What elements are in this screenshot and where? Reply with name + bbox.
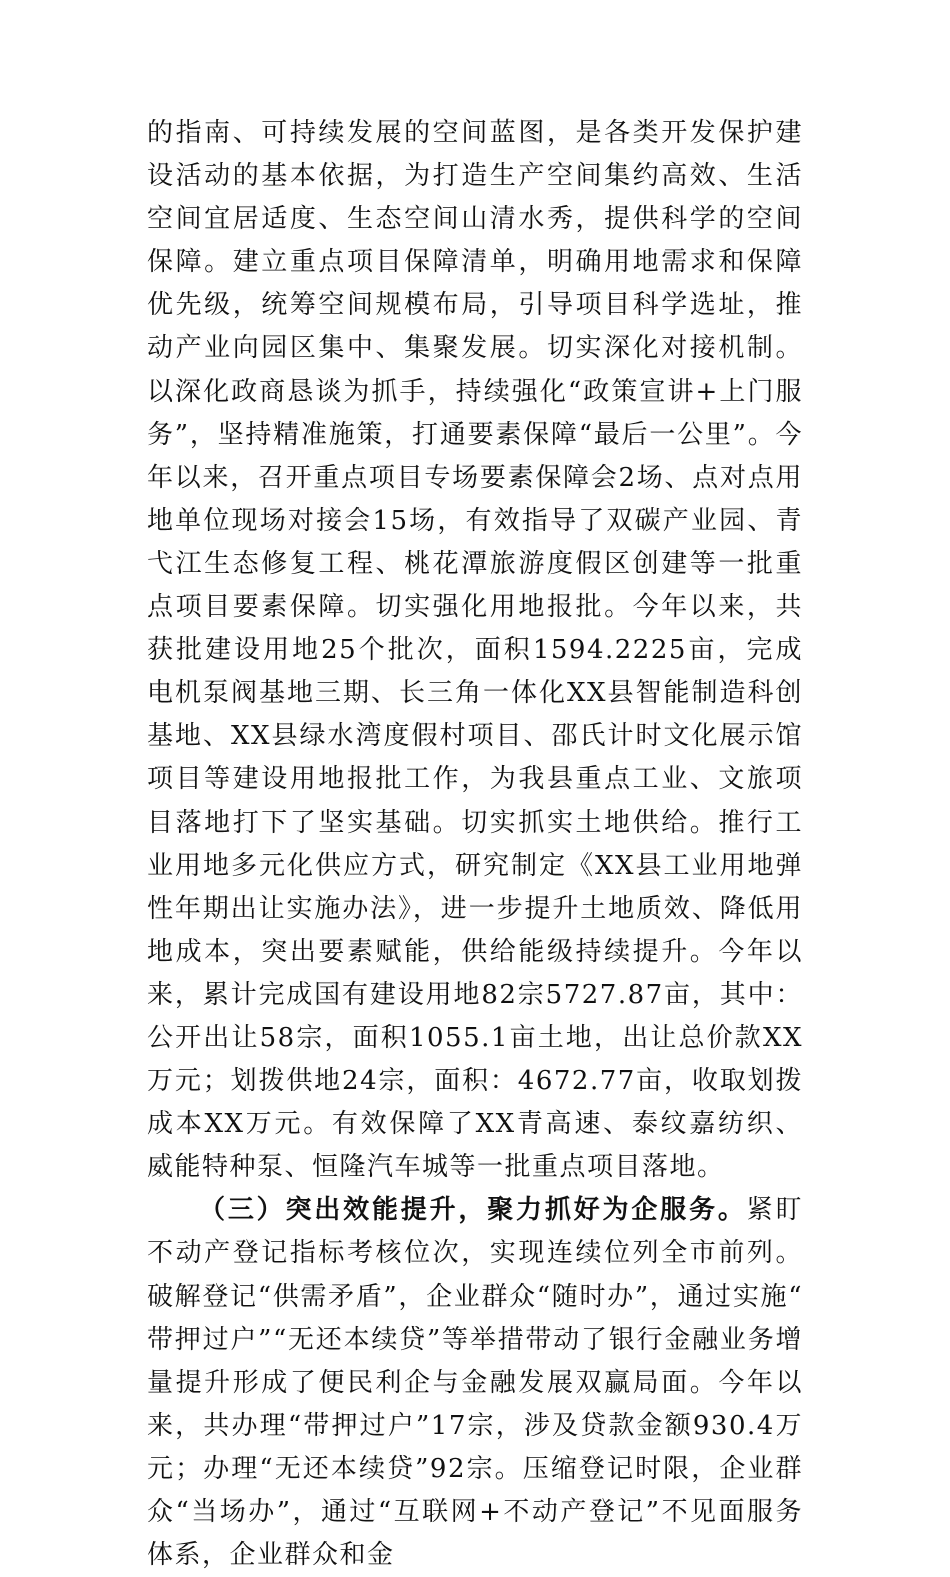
paragraph-text: 紧盯不动产登记指标考核位次，实现连续位列全市前列。破解登记“供需矛盾”，企业群众“随时办”，通过实施“带押过户”“无还本续贷”等举措带动了银行金融业务增量提升形成了便民利企与金融发展双赢局面。今年以来，共办理“带押过户”17宗，涉及贷款金额930.4万元；办理“无还本续贷”92宗。压缩登记时限，企业群众“当场办”，通过“互联网+不动产登记”不见面服务体系，企业群众和金 (147, 1195, 803, 1571)
paragraph-land-guarantee (147, 112, 803, 1189)
section-heading: （三）突出效能提升，聚力抓好为企服务。 (199, 1195, 747, 1226)
document-body (147, 112, 803, 1577)
paragraph-text: 的指南、可持续发展的空间蓝图，是各类开发保护建设活动的基本依据，为打造生产空间集约高效、生活空间宜居适度、生态空间山清水秀，提供科学的空间保障。建立重点项目保障清单，明确用地需求和保障优先级，统筹空间规模布局，引导项目科学选址，推动产业向园区集中、集聚发展。切实深化对接机制。以深化政商恳谈为抓手，持续强化“政策宣讲+上门服务”，坚持精准施策，打通要素保障“最后一公里”。今年以来，召开重点项目专场要素保障会2场、点对点用地单位现场对接会15场，有效指导了双碳产业园、青弋江生态修复工程、桃花潭旅游度假区创建等一批重点项目要素保障。切实强化用地报批。今年以来，共获批建设用地25个批次，面积1594.2225亩，完成电机泵阀基地三期、长三角一体化XX县智能制造科创基地、XX县绿水湾度假村项目、邵氏计时文化展示馆项目等建设用地报批工作，为我县重点工业、文旅项目落地打下了坚实基础。切实抓实土地供给。推行工业用地多元化供应方式，研究制定《XX县工业用地弹性年期出让实施办法》，进一步提升土地质效、降低用地成本，突出要素赋能，供给能级持续提升。今年以来，累计完成国有建设用地82宗5727.87亩，其中：公开出让58宗，面积1055.1亩土地，出让总价款XX万元；划拨供地24宗，面积：4672.77亩，收取划拨成本XX万元。有效保障了XX青高速、泰纹嘉纺织、威能特种泵、恒隆汽车城等一批重点项目落地。 (147, 118, 803, 1183)
paragraph-enterprise-service (147, 1189, 803, 1577)
